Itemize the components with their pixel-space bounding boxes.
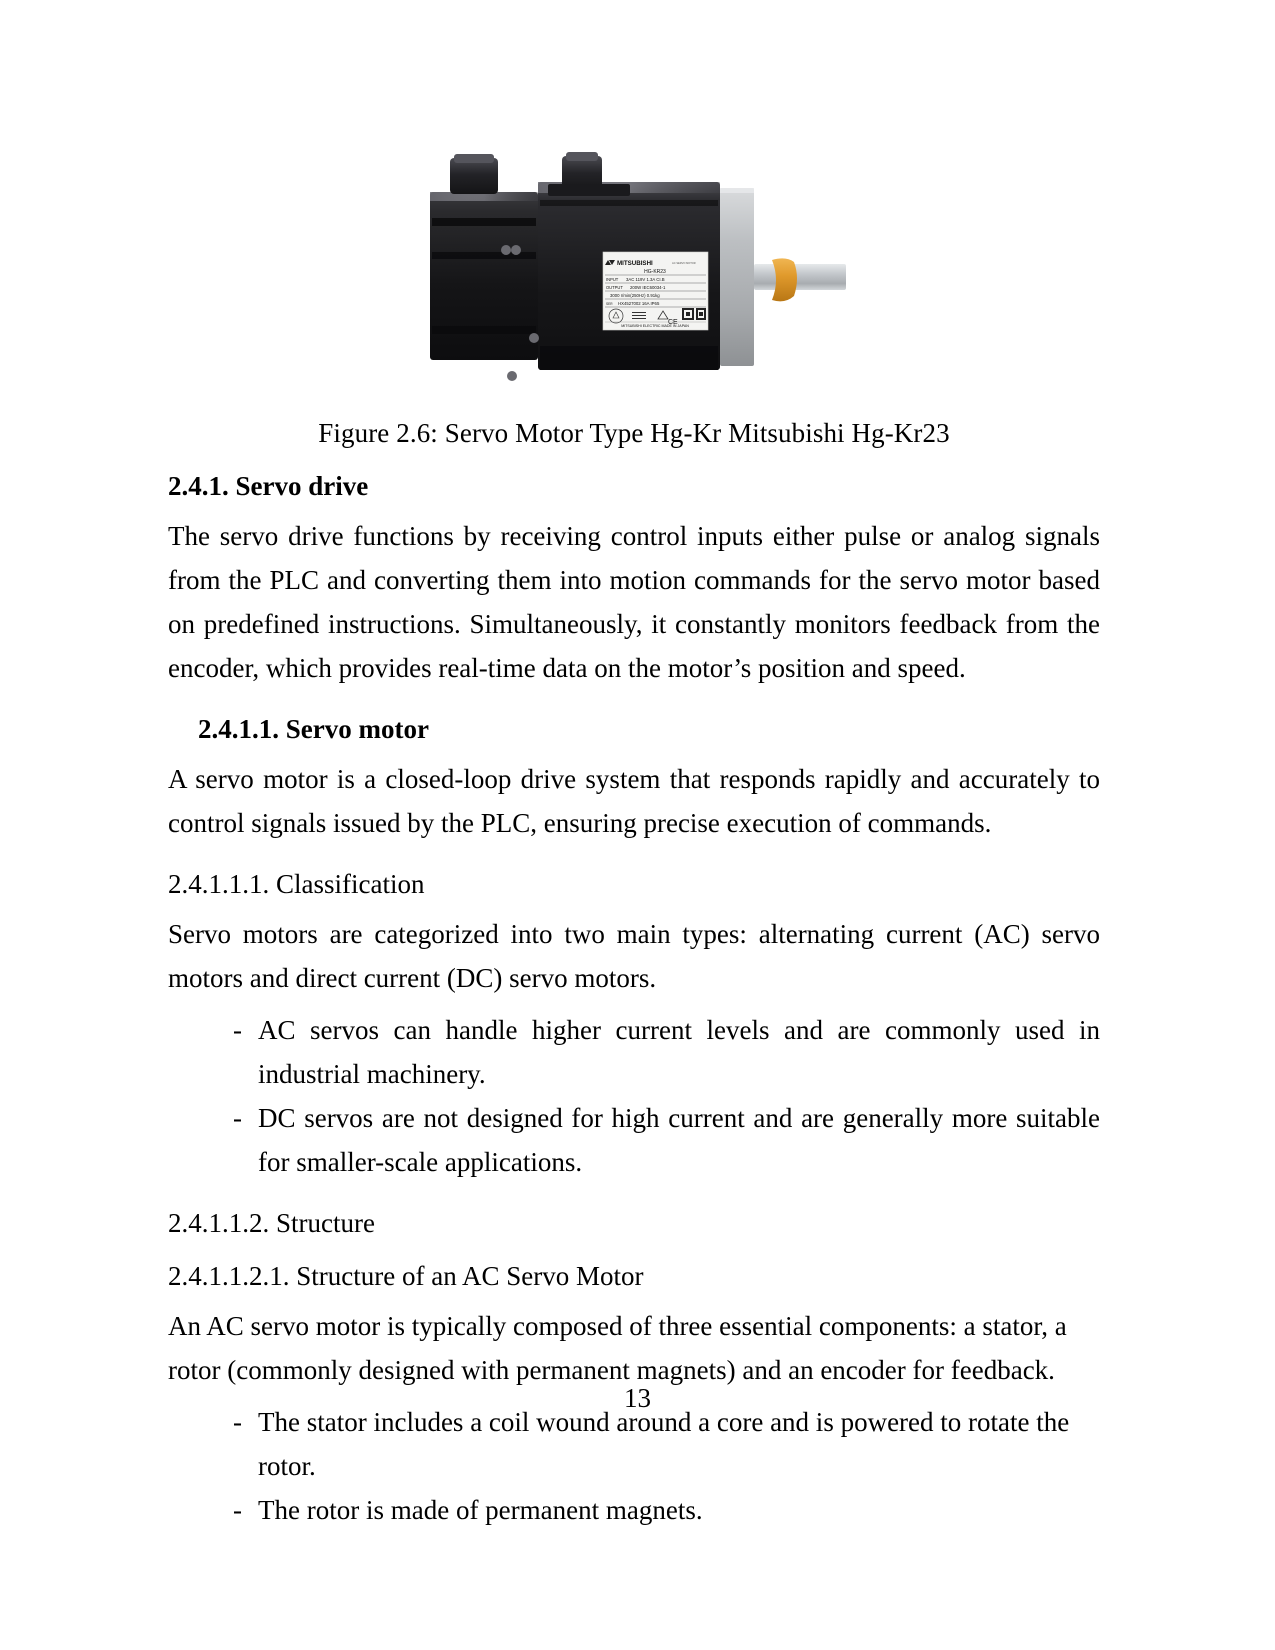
heading-2-4-1: 2.4.1. Servo drive: [168, 471, 369, 501]
heading-2-4-1-1-1: 2.4.1.1.1. Classification: [168, 869, 425, 899]
motor-screw-1: [501, 245, 511, 255]
motor-rear-block: [430, 192, 538, 360]
nameplate-serial-label: SER: [606, 302, 613, 306]
nameplate-footer: MITSUBISHI ELECTRIC MADE IN JAPAN: [621, 324, 689, 328]
figure-block: [168, 0, 1100, 447]
motor-connector-front-cap: [566, 152, 598, 161]
paragraph-servo-motor: A servo motor is a closed-loop drive system that responds rapidly and accurately to control signals issued by the PLC, ensuring precise execution of commands.: [168, 764, 1100, 838]
list-item: [233, 1008, 1100, 1096]
motor-shaft: [754, 264, 846, 290]
list-item: [233, 1400, 1100, 1488]
page-content: [168, 0, 1100, 1532]
list-item-text: The rotor is made of permanent magnets.: [258, 1495, 703, 1525]
paragraph-classification: Servo motors are categorized into two main types: alternating current (AC) servo motors and direct current (DC) servo motors.: [168, 919, 1100, 993]
motor-connector-base: [548, 184, 630, 196]
motor-housing-highlight: [720, 188, 754, 193]
nameplate-output-label: OUTPUT: [606, 285, 623, 290]
dash-bullet-marker: -: [233, 1103, 242, 1133]
motor-screw-2: [511, 245, 521, 255]
list-item-text: The stator includes a coil wound around a core and is powered to rotate the rotor.: [258, 1407, 1070, 1481]
dash-bullet-marker: -: [233, 1495, 242, 1525]
motor-rear-groove-3: [432, 326, 536, 334]
heading-2-4-1-1: 2.4.1.1. Servo motor: [198, 714, 429, 744]
structure-bullet-list: [168, 1400, 1100, 1532]
page-number: 13: [624, 1383, 651, 1413]
motor-screw-4: [507, 371, 517, 381]
figure-caption: Figure 2.6: Servo Motor Type Hg-Kr Mitsubishi Hg-Kr23: [318, 418, 950, 448]
dash-bullet-marker: -: [233, 1407, 242, 1437]
dash-bullet-marker: -: [233, 1015, 242, 1045]
classification-bullet-list: [168, 1008, 1100, 1184]
motor-body-base: [540, 346, 718, 370]
nameplate-serial-value: HX4527002 16A IP65: [618, 301, 660, 306]
nameplate-input-label: INPUT: [606, 277, 619, 282]
nameplate-brand-sub: AC SERVO MOTOR: [672, 262, 696, 265]
paragraph-servo-drive: The servo drive functions by receiving control inputs either pulse or analog signals from the PLC and converting them into motion commands for the servo motor based on predefined instructions. Simultaneously, it constantly monitors feedback from the encoder, which provides real-time data on the motor’s position and speed.: [168, 521, 1100, 683]
nameplate-model: HG-KR23: [644, 269, 666, 275]
nameplate-speed-value: 3000 r/min(250Hz) 0.91kg: [610, 293, 660, 298]
motor-nameplate: [603, 252, 708, 330]
motor-rear-groove-1: [432, 218, 536, 226]
list-item: [233, 1096, 1100, 1184]
servo-motor-illustration: [420, 140, 850, 390]
motor-front-housing: [720, 188, 754, 366]
motor-connector-rear: [450, 158, 498, 194]
motor-screw-3: [529, 333, 539, 343]
heading-2-4-1-1-2: 2.4.1.1.2. Structure: [168, 1208, 375, 1238]
motor-connector-rear-cap: [454, 154, 494, 163]
motor-body-seam: [540, 200, 718, 206]
list-item: [233, 1488, 1100, 1532]
nameplate-ce-mark: CE: [668, 319, 678, 326]
figure-image: [168, 140, 1100, 390]
paragraph-ac-servo-structure: An AC servo motor is typically composed of three essential components: a stator, a rotor (commonly designed with permanent magnets) and an encoder for feedback.: [168, 1311, 1067, 1385]
nameplate-output-value: 200W IEC60034-1: [630, 285, 666, 290]
list-item-text: DC servos are not designed for high current and are generally more suitable for smaller-scale applications.: [258, 1103, 1100, 1177]
list-item-text: AC servos can handle higher current levels and are commonly used in industrial machinery.: [258, 1015, 1100, 1089]
nameplate-brand: MITSUBISHI: [617, 260, 653, 267]
heading-2-4-1-1-2-1: 2.4.1.1.2.1. Structure of an AC Servo Motor: [168, 1261, 644, 1291]
motor-rear-groove-2: [432, 252, 536, 259]
nameplate-input-value: 3AC 119V 1.3A CI.B: [626, 277, 665, 282]
